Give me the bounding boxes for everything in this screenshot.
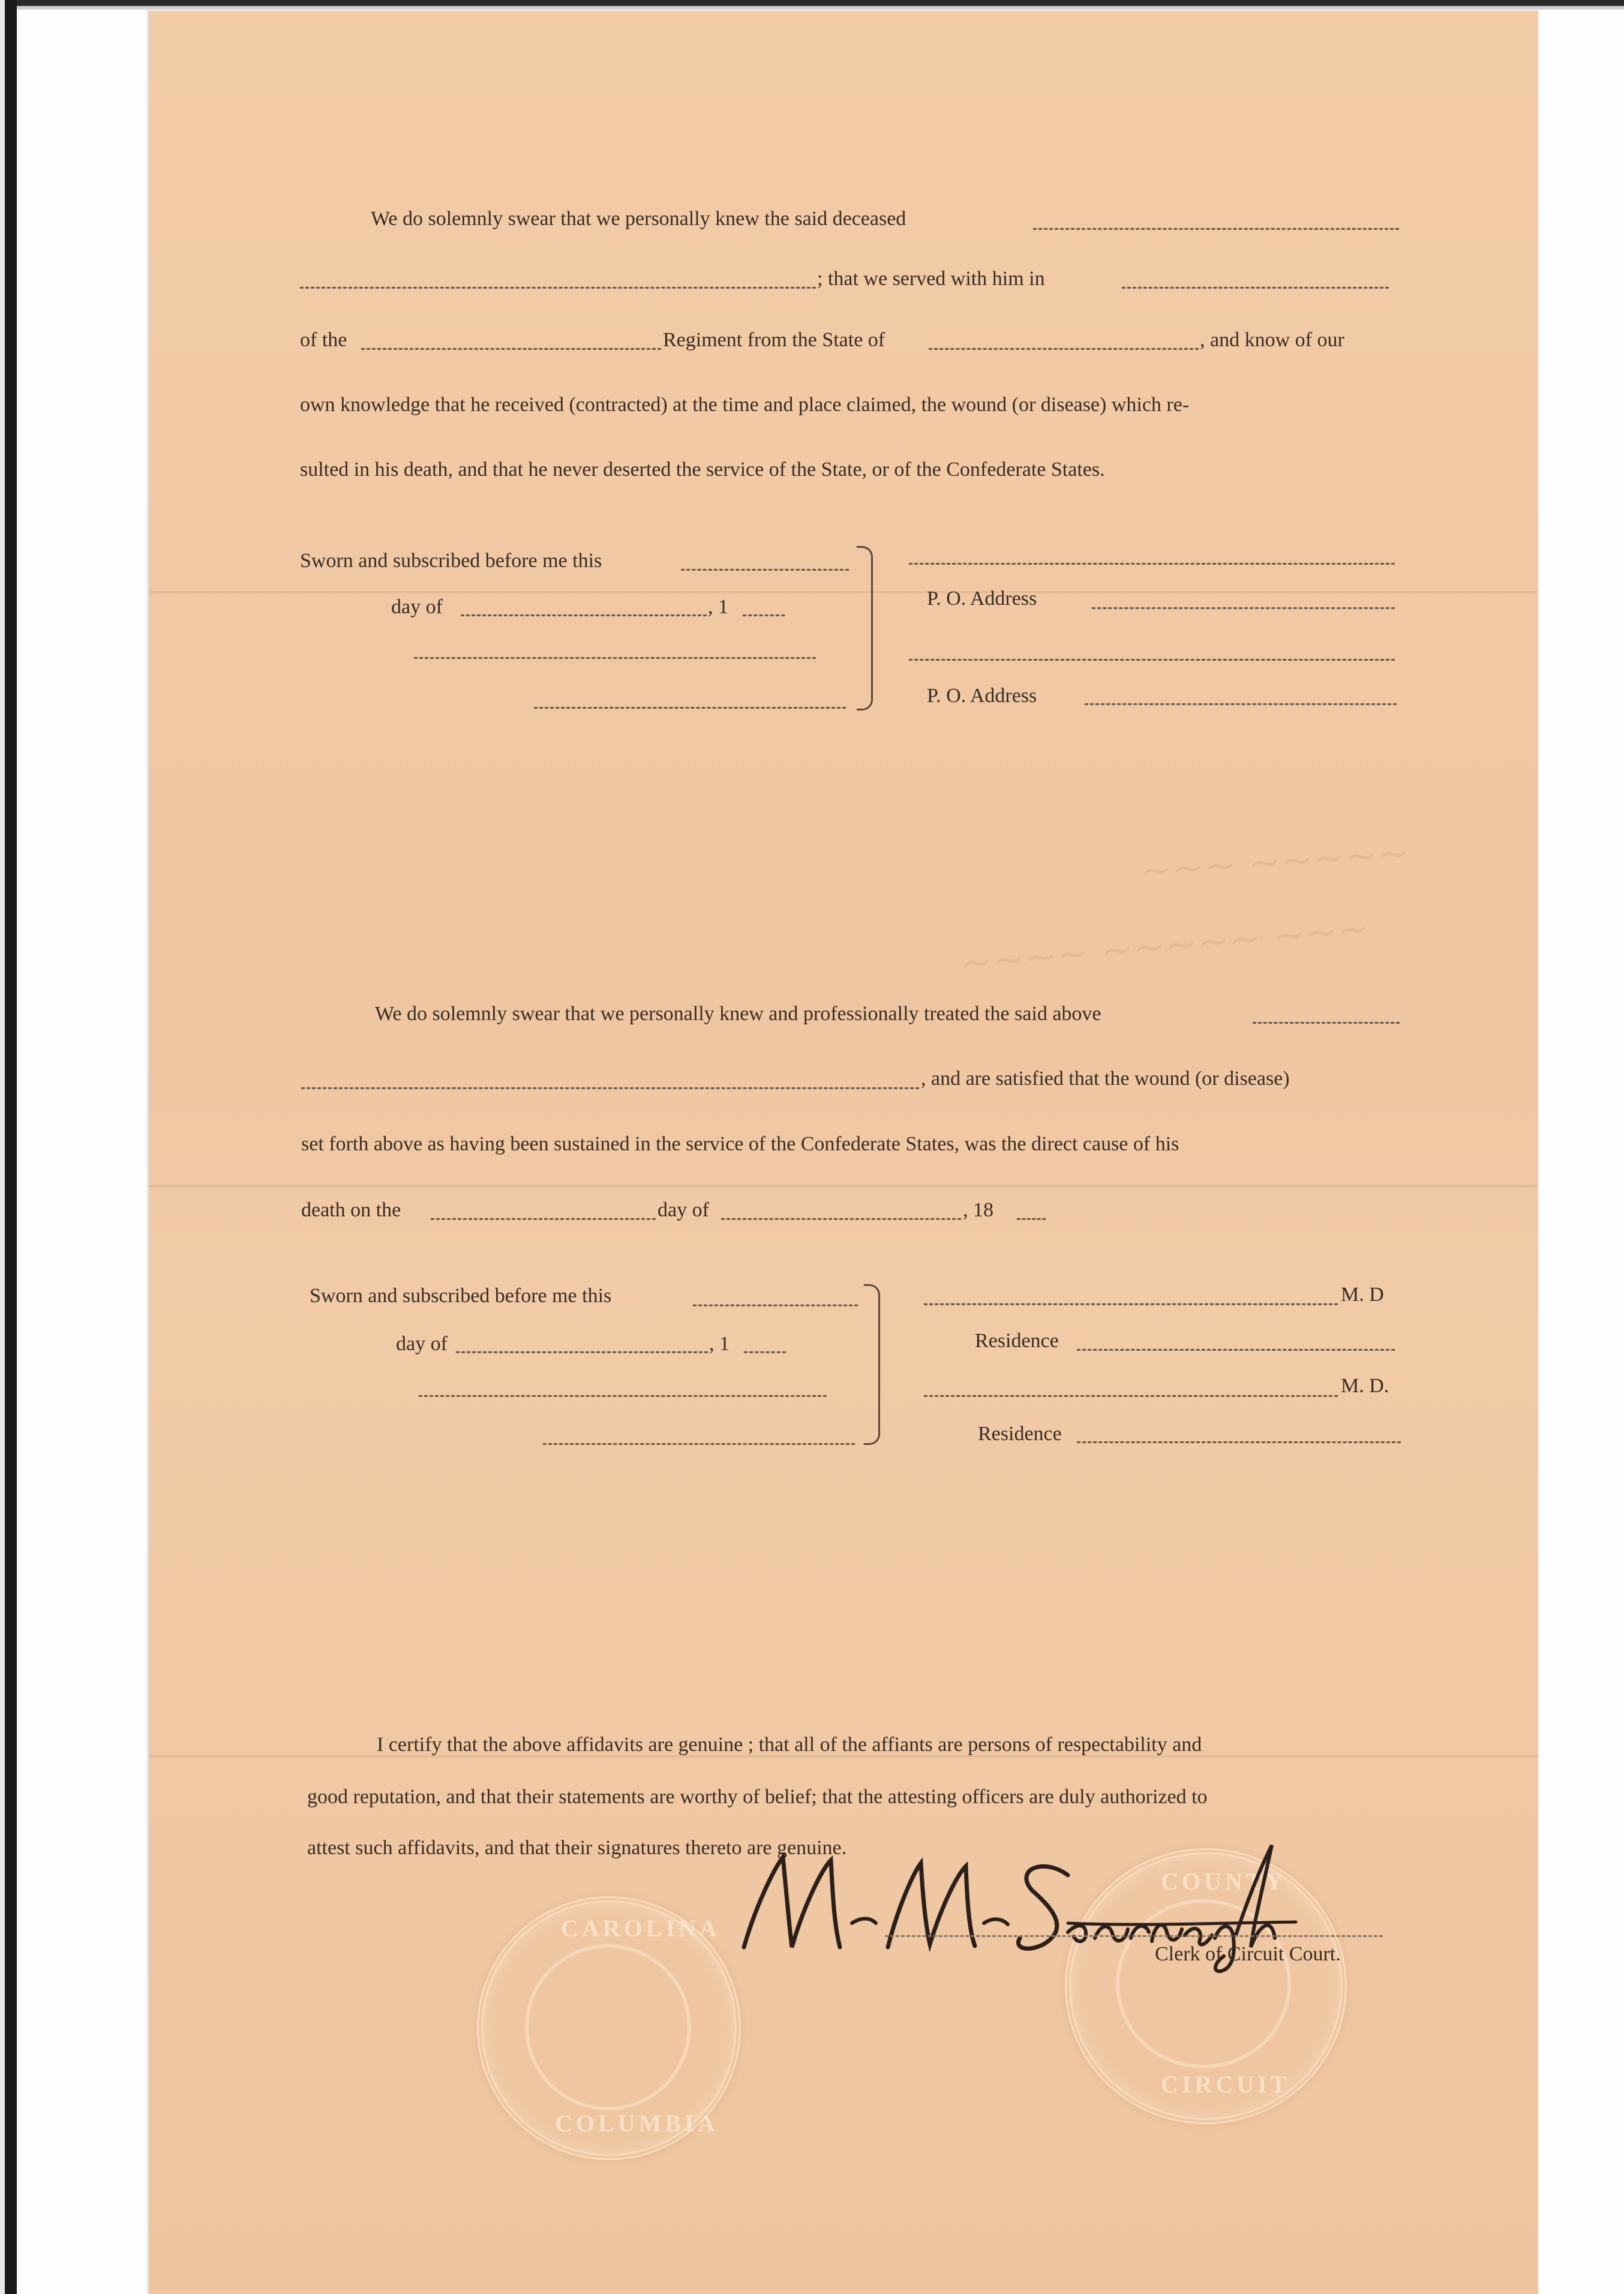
death-day-blank[interactable] — [431, 1218, 656, 1220]
po-address-blank-1[interactable] — [1092, 607, 1395, 609]
bleed-through-script: ~~~ ~~~~~ — [1138, 830, 1411, 894]
officer2-title-blank[interactable] — [543, 1443, 855, 1445]
clerk-title: Clerk of Circuit Court. — [1155, 1943, 1341, 1965]
physician2-signature-blank[interactable] — [924, 1395, 1338, 1397]
affidavit2-line4a: death on the — [301, 1199, 401, 1221]
affiant1-signature-blank[interactable] — [909, 563, 1395, 565]
deceased-name-blank[interactable] — [1033, 228, 1399, 230]
bracket — [857, 546, 873, 710]
physician1-signature-blank[interactable] — [924, 1303, 1338, 1305]
affiant2-signature-blank[interactable] — [909, 659, 1395, 661]
officer2-signature-blank[interactable] — [419, 1395, 827, 1397]
bracket — [864, 1284, 880, 1445]
deceased-name-blank-2-cont[interactable] — [301, 1087, 919, 1089]
affidavit1-line1: We do solemnly swear that we personally knew the said deceased — [371, 208, 906, 230]
md-label-2: M. D. — [1341, 1375, 1389, 1397]
residence-blank-1[interactable] — [1077, 1349, 1395, 1351]
fold-crease — [149, 591, 1538, 593]
scanner-left-edge — [0, 0, 17, 2294]
jurat-sworn-label: Sworn and subscribed before me this — [300, 550, 602, 572]
deceased-name-blank-cont[interactable] — [300, 287, 816, 289]
affidavit1-line5: sulted in his death, and that he never deserted the service of the State, or of the Confederate States. — [300, 458, 1105, 481]
scanner-top-edge — [0, 0, 1624, 10]
affidavit1-line2: ; that we served with him in — [817, 268, 1045, 290]
officer-signature-blank[interactable] — [414, 657, 816, 659]
residence-label-2: Residence — [978, 1423, 1062, 1445]
bleed-through-script: ~~~~ ~~~~~ ~~~ — [959, 906, 1372, 986]
affidavit1-line3b: Regiment from the State of — [663, 329, 885, 351]
death-month-blank[interactable] — [721, 1218, 961, 1220]
affidavit1-line3c: , and know of our — [1200, 329, 1344, 351]
company-blank[interactable] — [1122, 287, 1389, 289]
affidavit2-line2: , and are satisfied that the wound (or disease) — [921, 1067, 1290, 1090]
jurat2-year-prefix: , 1 — [709, 1333, 730, 1355]
embossed-seal-left: CAROLINA COLUMBIA — [477, 1896, 741, 2160]
death-year-blank[interactable] — [1017, 1218, 1046, 1220]
jurat2-day-of-label: day of — [396, 1333, 448, 1355]
officer-title-blank[interactable] — [534, 707, 846, 709]
embossed-seal-right: COUNTY CIRCUIT — [1065, 1848, 1347, 2124]
certification-line2: good reputation, and that their statements are worthy of belief; that the attesting officers are duly authorized to — [307, 1786, 1208, 1808]
certification-line1: I certify that the above affidavits are genuine ; that all of the affiants are persons of respectability and — [377, 1734, 1202, 1756]
regiment-blank[interactable] — [361, 348, 661, 350]
jurat2-sworn-label: Sworn and subscribed before me this — [310, 1285, 612, 1307]
affidavit1-line3a: of the — [300, 329, 347, 351]
po-address-label-2: P. O. Address — [927, 685, 1037, 707]
affidavit2-line4b: day of — [658, 1199, 709, 1221]
jurat-year-blank[interactable] — [743, 614, 785, 616]
jurat-day-blank[interactable] — [681, 569, 849, 571]
jurat-year-prefix: , 1 — [708, 596, 728, 618]
po-address-label-1: P. O. Address — [927, 587, 1037, 610]
jurat2-day-blank[interactable] — [693, 1305, 858, 1306]
affidavit2-line4c: , 18 — [963, 1199, 993, 1221]
residence-blank-2[interactable] — [1077, 1441, 1401, 1443]
jurat2-month-blank[interactable] — [456, 1351, 708, 1353]
jurat-month-blank[interactable] — [461, 614, 707, 616]
affidavit2-line3: set forth above as having been sustained in the service of the Confederate States, was the direct cause of his — [301, 1133, 1179, 1155]
po-address-blank-2[interactable] — [1085, 703, 1397, 705]
state-blank[interactable] — [929, 348, 1199, 350]
md-label-1: M. D — [1341, 1284, 1384, 1306]
deceased-name-blank-2[interactable] — [1253, 1022, 1400, 1024]
affidavit2-line1: We do solemnly swear that we personally knew and professionally treated the said above — [375, 1003, 1101, 1025]
jurat-day-of-label: day of — [391, 596, 443, 618]
affidavit1-line4: own knowledge that he received (contracted) at the time and place claimed, the wound (or disease) which re- — [300, 394, 1190, 416]
fold-crease — [149, 1185, 1538, 1188]
certification-line3: attest such affidavits, and that their signatures thereto are genuine. — [307, 1837, 847, 1859]
residence-label-1: Residence — [975, 1330, 1059, 1352]
clerk-signature-line[interactable] — [885, 1935, 1383, 1937]
jurat2-year-blank[interactable] — [744, 1351, 786, 1353]
